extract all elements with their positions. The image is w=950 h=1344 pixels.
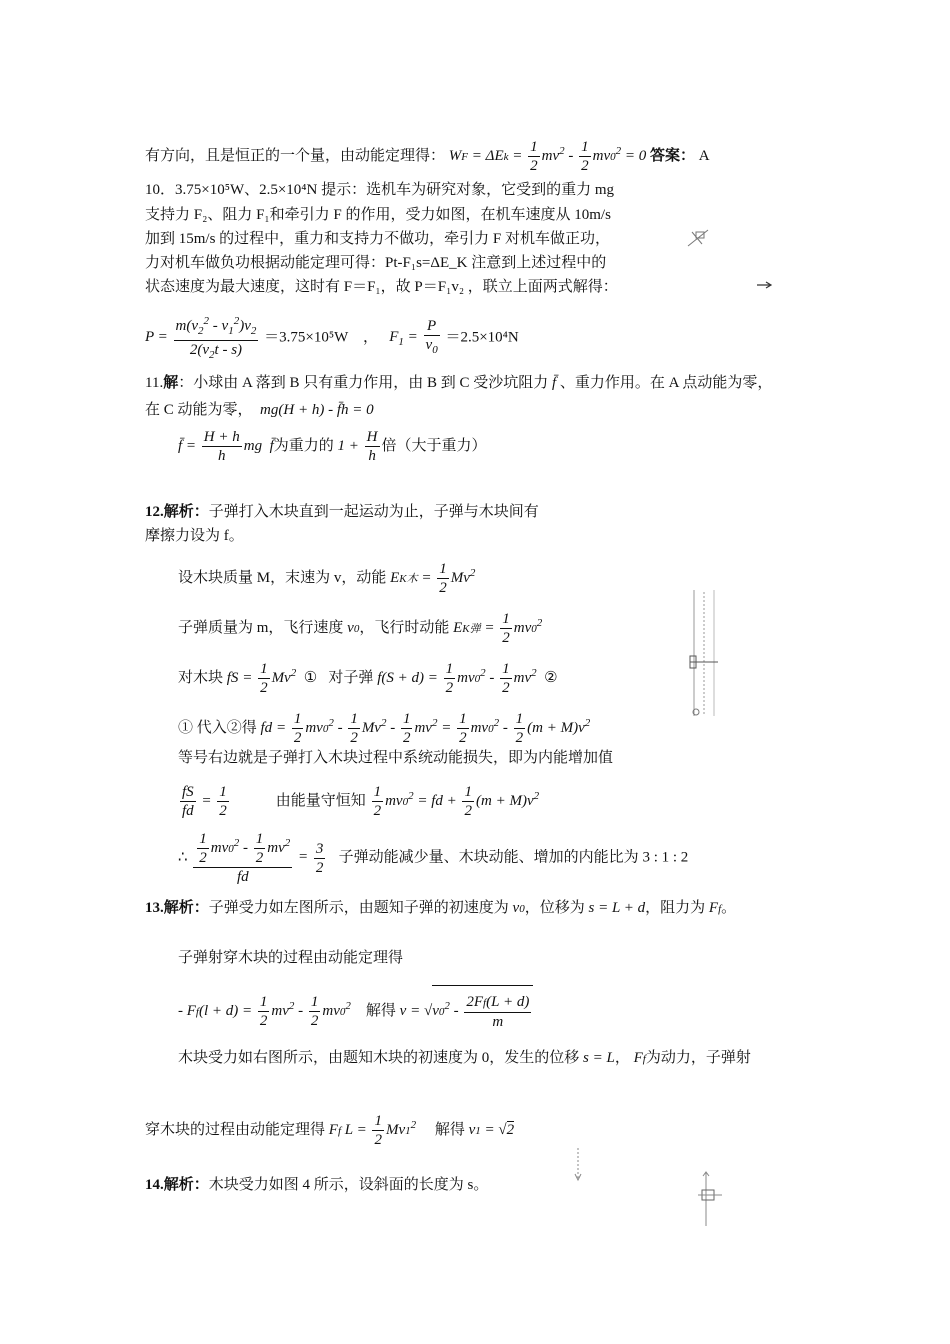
displacement-equation: s = L + d <box>588 900 646 916</box>
q13-label: 解析： <box>163 900 209 916</box>
energy-ratio: 3 : 1 : 2 <box>642 849 689 866</box>
q12-text-1: 子弹打入木块直到一起运动为止，子弹与木块间有 <box>208 504 539 520</box>
q12-text-4b: ，飞行时动能 <box>359 620 450 636</box>
q12-number: 12. <box>145 504 164 520</box>
wood-equation: fS = $\frac{1}{2}$ Mv$^2$ <box>226 661 297 697</box>
q11-text-2: 在 C 动能为零， <box>145 402 253 418</box>
v0-symbol: v0 <box>512 900 525 916</box>
q12-line-4 <box>178 605 542 647</box>
q12-text-8: 由能量守恒知 <box>275 793 366 809</box>
q10-line-3: 加到 15m/s 的过程中，重力和支持力不做功，牵引力 F 对机车做正功， <box>145 231 611 247</box>
power-result: ＝3.75×10⁵W <box>264 329 348 346</box>
q12-text-4: 子弹质量为 m，飞行速度 <box>178 620 344 636</box>
q11-number: 11. <box>145 375 164 391</box>
q12-text-6: ① 代入②得 <box>178 720 257 736</box>
q13-text-1c: ，阻力为 <box>645 900 706 916</box>
q13-line-4: 木块受力如右图所示，由题知木块的初速度为 0，发生的位移 s = L， Ff为动力，子弹射 <box>178 1050 751 1066</box>
q11-equation-3: 1 + $\frac{H}{h}$ <box>337 429 378 465</box>
q10-line-4: 力对机车做负功根据动能定理可得：Pt-F₁s=ΔE_K 注意到上述过程中的 <box>145 255 607 271</box>
arrow-mark-icon <box>756 280 778 290</box>
wood-kinetic-energy: EK木 = $\frac{1}{2}$ Mv$^2$ <box>390 561 476 597</box>
initial-speed-symbol: v0 <box>347 620 360 636</box>
incline-block-diagram <box>694 1170 724 1228</box>
q13-text-1: 子弹受力如左图所示，由题知子弹的初速度为 <box>208 900 509 916</box>
answer-value: A <box>698 147 710 164</box>
loss-ratio-equation: $\frac{1}{2}$ $mv0^2$ - $\frac{1}{2}$ $mv^2$ fd = $\frac{3}{2}$ <box>191 849 327 865</box>
q11-line-1 <box>145 373 772 393</box>
friction-symbol-2: Ff <box>633 1050 646 1066</box>
q12-line-3 <box>178 555 475 597</box>
ratio-fs-fd: $\frac{fS}{fd}$ = $\frac{1}{2}$ <box>182 784 227 820</box>
bullet-block-diagram <box>686 588 722 720</box>
q13-text-1b: ，位移为 <box>524 900 585 916</box>
block-displacement: s = L <box>583 1050 615 1066</box>
q12-text-5a: 对木块 <box>178 670 224 686</box>
q13-line-2: 子弹射穿木块的过程由动能定理得 <box>178 950 404 966</box>
bullet-work-equation: - Ff(l + d) = $\frac{1}{2}$ $mv^2$ - $\frac{1}{2}$ $mv0^2$ <box>178 994 351 1030</box>
line-1-text: 有方向，且是恒正的一个量，由动能定理得： <box>145 147 446 164</box>
q11-line-3 <box>178 428 487 465</box>
force-equation: $F_1$ = $\frac{P}{v_0}$ <box>389 318 438 356</box>
q13-text-4: 木块受力如右图所示，由题知木块的初速度为 0，发生的位移 <box>178 1050 580 1066</box>
q13-text-5: 穿木块的过程由动能定理得 <box>145 1122 326 1138</box>
work-energy-equation: WF = ΔEk = $\frac{1}{2}$ $mv^2$ - $\frac{1}{2}$ $mv0^2 = 0$ <box>448 139 650 174</box>
q13-line-3 <box>178 985 533 1032</box>
q11-text-1b: 、重力作用。在 A 点动能为零， <box>559 375 773 391</box>
q14-text-1: 木块受力如图 4 所示，设斜面的长度为 s。 <box>208 1177 489 1193</box>
q12-text-9: 子弹动能减少量、木块动能、增加的内能比为 <box>338 849 639 866</box>
q13-text-4b: 为动力，子弹射 <box>645 1050 751 1066</box>
q12-line-6 <box>178 705 590 747</box>
friction-symbol: Ff <box>708 900 722 916</box>
q12-line-7: 等号右边就是子弹打入木块过程中系统动能损失，即为内能增加值 <box>178 750 614 766</box>
bullet-equation: f(S + d) = $\frac{1}{2}$ $mv0^2$ - $\frac{1}{2}$ $mv^2$ <box>377 661 537 697</box>
q14-number: 14. <box>145 1177 164 1193</box>
q12-line-5 <box>178 655 558 697</box>
q13-number: 13. <box>145 900 164 916</box>
q11-text-3b: 倍（大于重力） <box>381 438 487 454</box>
q13-text-1d: 。 <box>721 900 737 916</box>
force-result: ＝2.5×10⁴N <box>445 329 519 346</box>
resistance-symbol: f̄ <box>552 375 557 391</box>
q12-text-5b: 对子弹 <box>328 670 374 686</box>
q13-line-1 <box>145 898 736 919</box>
q11-line-2 <box>145 400 374 420</box>
q13-solve-1: 解得 <box>365 1003 396 1019</box>
q12-text-3: 设木块质量 M，末速为 v，动能 <box>178 570 387 586</box>
q12-line-8 <box>178 778 539 820</box>
q13-solve-2: 解得 <box>434 1122 465 1138</box>
answer-label: 答案： <box>650 147 696 164</box>
substituted-equation: fd = $\frac{1}{2}$ $mv0^2$ - $\frac{1}{2}$ Mv$^2$ - $\frac{1}{2}$ $mv^2$ = $\frac{1}{2}$ $mv0^2$ - $\frac{1}{2}$ $(m + M)v^2$ <box>260 711 591 747</box>
q12-line-9 <box>178 830 688 886</box>
block-work-equation: Ff L = $\frac{1}{2}$ $Mv1^2$ <box>328 1113 417 1149</box>
q11-equation-1: mg(H + h) - f̄h = 0 <box>260 402 374 418</box>
circle-2: ② <box>544 670 558 686</box>
line-1 <box>145 138 710 175</box>
therefore-symbol: ∴ <box>178 849 188 866</box>
q11-text-3: 为重力的 <box>273 438 334 454</box>
q11-equation-2: f̄ = $\frac{H + h}{h}$ mg f̄ <box>178 429 274 465</box>
q10-line-1: 10．3.75×10⁵W、2.5×10⁴N 提示：选机车为研究对象，它受到的重力 mg <box>145 182 615 198</box>
q14-line-1 <box>145 1175 488 1195</box>
q13-line-5 <box>145 1105 514 1151</box>
q11-label: 解 <box>163 375 179 391</box>
circle-1: ① <box>303 670 318 686</box>
final-speed-equation: $v = √v0^2$ - $\frac{2Ff(L + d)}{m}$ <box>400 1003 534 1019</box>
bullet-kinetic-energy: EK弹 = $\frac{1}{2}$ $mv0^2$ <box>453 611 543 647</box>
q10-line-2: 支持力 F₂、阻力 F₁和牵引力 F 的作用，受力如图，在机车速度从 10m/s <box>145 207 611 223</box>
q10-equations <box>145 312 519 364</box>
energy-conservation-equation: $\frac{1}{2}$ $mv0^2$ = fd + $\frac{1}{2}$ $(m + M)v^2$ <box>373 784 540 820</box>
q12-line-2: 摩擦力设为 f。 <box>145 528 244 544</box>
locomotive-force-diagram <box>686 226 712 248</box>
separator: ， <box>362 329 378 346</box>
q14-label: 解析： <box>163 1177 209 1193</box>
q12-line-1 <box>145 502 539 522</box>
q10-line-5: 状态速度为最大速度，这时有 F＝F₁，故 P＝F₁v₂ ，联立上面两式解得： <box>145 279 618 295</box>
q11-text-1: ：小球由 A 落到 B 只有重力作用，由 B 到 C 受沙坑阻力 <box>178 375 549 391</box>
small-arrow-figure <box>572 1146 584 1182</box>
block-speed-equation: v1 = √2 <box>468 1122 515 1138</box>
power-equation: P = $\frac{m(v_2^2 - v_1^2)v_2}{2(v_2t - s)}$ <box>145 329 264 345</box>
q12-label: 解析： <box>163 504 209 520</box>
